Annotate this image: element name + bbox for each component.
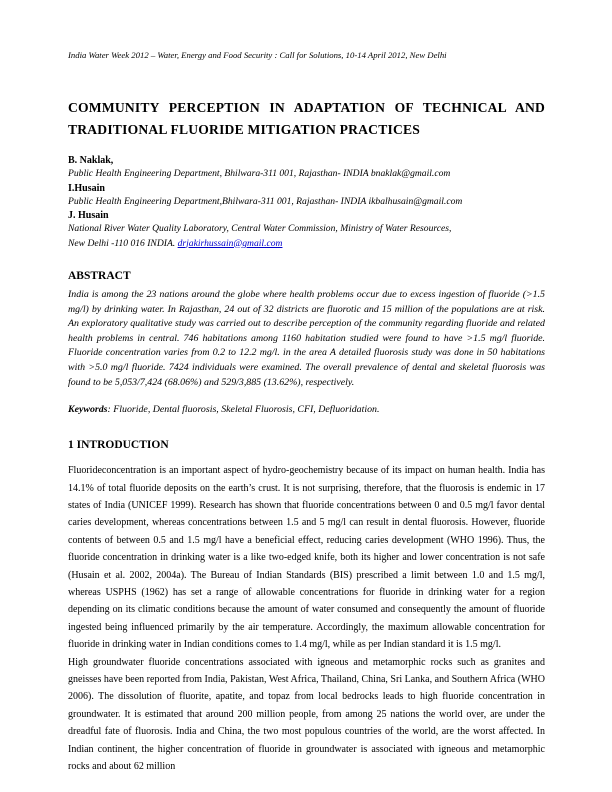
author-name-1: B. Naklak, — [68, 155, 114, 166]
running-header: India Water Week 2012 – Water, Energy and Food Security : Call for Solutions, 10-14 April 2012, New Delhi — [68, 50, 447, 60]
author-name-3: J. Husain — [68, 210, 109, 221]
author-affiliation-3-line2: New Delhi -110 016 INDIA. — [68, 237, 178, 249]
keywords-text: : Fluoride, Dental fluorosis, Skeletal Fluorosis, CFI, Defluoridation. — [107, 404, 380, 416]
abstract-text: India is among the 23 nations around the globe where health problems occur due to excess ingestion of fluoride (>1.5 mg/l) by drinking water. In Rajasthan, 24 out of 32 districts are fluorotic and 15 million of the populations are at risk. An exploratory qualitative study was carried out to describe perception of the community regarding fluoride and related health problems in central. 746 habitations among 1160 habitation studied were found to have >1.5 mg/l fluoride. Fluoride concentration varies from 0.2 to 12.2 mg/l. in the area A detailed fluorosis study was done in 50 habitations with >5.0 mg/l fluoride. 7424 individuals were examined. The overall prevalence of dental and skeletal fluorosis was found to be 5,053/7,424 (68.06%) and 529/3,885 (13.62%), respectively. — [68, 289, 545, 388]
introduction-paragraph-2: High groundwater fluoride concentrations associated with igneous and metamorphic rocks such as granites and gneisses have been reported from India, Pakistan, West Africa, Thailand, China, Sri Lanka, and Southern Africa (WHO 2006). The dissolution of fluorite, apatite, and topaz from local bedrocks leads to high fluoride concentration in groundwater. It is estimated that around 200 million people, from among 25 nations the world over, are under the dreadful fate of fluorosis. India and China, the two most populous countries of the world, are the worst affected. In Indian continent, the higher concentration of fluoride in groundwater is associated with igneous and metamorphic rocks and about 62 million — [68, 656, 545, 773]
paper-title: COMMUNITY PERCEPTION IN ADAPTATION OF TECHNICAL AND TRADITIONAL FLUORIDE MITIGATION PRACTICES — [68, 100, 545, 137]
author-affiliation-3 — [68, 222, 545, 251]
author-affiliation-2: Public Health Engineering Department,Bhilwara-311 001, Rajasthan- INDIA ikbalhusain@gmail.com — [68, 195, 463, 207]
page-content — [68, 50, 545, 775]
author-name-2: I.Husain — [68, 182, 105, 194]
abstract-heading: ABSTRACT — [68, 270, 131, 282]
author-affiliation-3-line1: National River Water Quality Laboratory, Central Water Commission, Ministry of Water Resources, — [68, 223, 452, 234]
author-affiliation-1: Public Health Engineering Department, Bhilwara-311 001, Rajasthan- INDIA bnaklak@gmail.com — [68, 168, 451, 179]
keywords-line — [68, 403, 545, 417]
introduction-paragraph-1: Fluorideconcentration is an important aspect of hydro-geochemistry because of its impact on human health. India has 14.1% of total fluoride deposits on the earth’s crust. It is not surprising, therefore, that the fluorosis is endemic in 17 states of India (UNICEF 1999). Research has shown that fluoride concentrations between 0 and 0.5 mg/l favor dental caries development, whereas concentrations between 1.5 and 5 mg/l can result in dental fluorosis. However, fluoride contents of between 0.5 and 1.5 mg/l have a beneficial effect, reducing caries development (WHO 1996). Thus, the fluoride concentration in drinking water is a like two-edged knife, both its higher and lower concentration is not safe (Husain et al. 2002, 2004a). The Bureau of Indian Standards (BIS) prescribed a limit between 1.0 and 1.5 mg/l, whereas USPHS (1962) has set a range of allowable concentrations for fluoride in drinking water for a region depending on its climatic conditions because the amount of water consumed and consequently the amount of fluoride ingested being influenced primarily by the air temperature. Accordingly, the maximum allowable concentration for fluoride in drinking water in Indian conditions comes to 1.4 mg/l, while as per Indian standard it is 1.5 mg/l. — [68, 465, 545, 651]
introduction-heading: 1 INTRODUCTION — [68, 439, 169, 452]
keywords-label: Keywords — [68, 404, 108, 416]
authors-block — [68, 154, 545, 251]
email-link[interactable]: drjakirhussain@gmail.com — [177, 237, 283, 249]
